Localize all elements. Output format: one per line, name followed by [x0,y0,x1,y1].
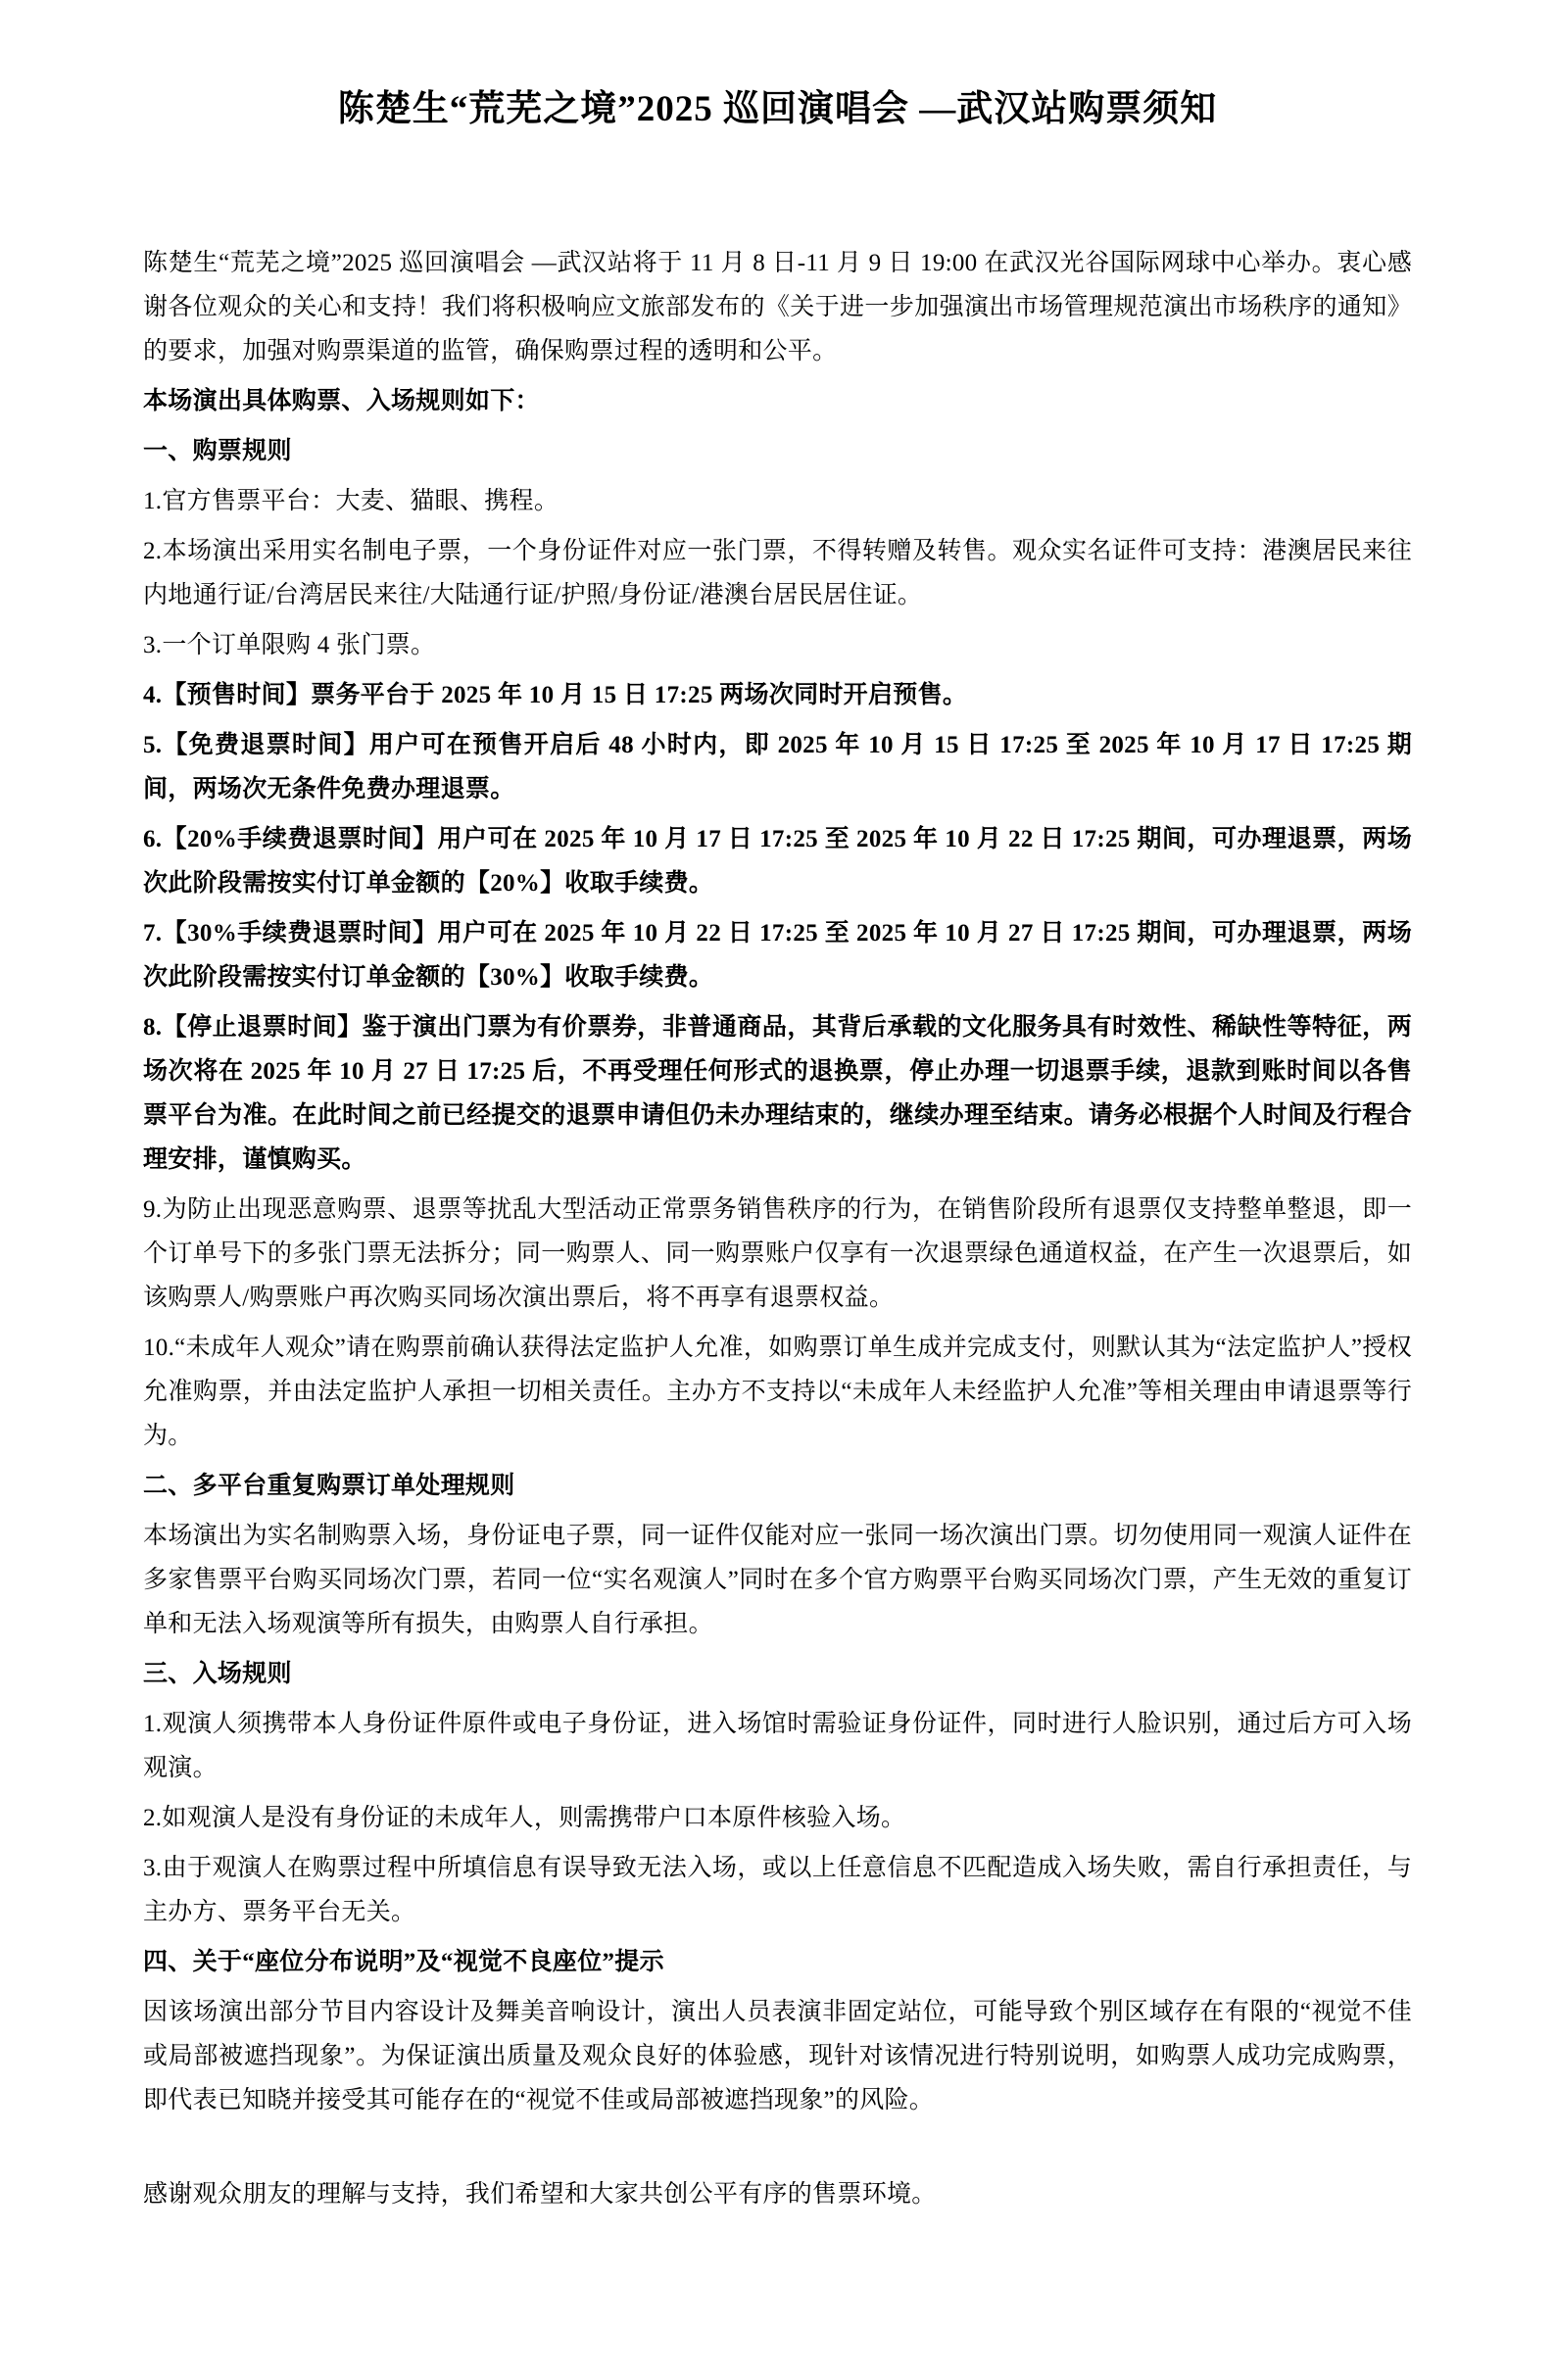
paragraph: 8.【停止退票时间】鉴于演出门票为有价票券，非普通商品，其背后承载的文化服务具有时效性、稀缺性等特征，两场次将在 2025 年 10 月 27 日 17:25 后，不再受理任何形式的退换票，停止办理一切退票手续，退款到账时间以各售票平台为准。在此时间之前已经提交的退票申请但仍未办理结束的，继续办理至结束。请务必根据个人时间及行程合理安排，谨慎购买。 [143,1014,1412,1173]
paragraph: 7.【30%手续费退票时间】用户可在 2025 年 10 月 22 日 17:25 至 2025 年 10 月 27 日 17:25 期间，可办理退票，两场次此阶段需按实付订单金额的【30%】收取手续费。 [143,920,1412,991]
document-body [143,241,1412,2216]
paragraph: 2.本场演出采用实名制电子票，一个身份证件对应一张门票，不得转赠及转售。观众实名证件可支持：港澳居民来往内地通行证/台湾居民来往/大陆通行证/护照/身份证/港澳台居民居住证。 [143,538,1412,608]
paragraph: 3.一个订单限购 4 张门票。 [143,632,436,658]
paragraph: 陈楚生“荒芜之境”2025 巡回演唱会 —武汉站将于 11 月 8 日-11 月 9 日 19:00 在武汉光谷国际网球中心举办。衷心感谢各位观众的关心和支持！我们将积极响应文旅部发布的《关于进一步加强演出市场管理规范演出市场秩序的通知》的要求，加强对购票渠道的监管，确保购票过程的透明和公平。 [143,250,1412,364]
paragraph: 3.由于观演人在购票过程中所填信息有误导致无法入场，或以上任意信息不匹配造成入场失败，需自行承担责任，与主办方、票务平台无关。 [143,1855,1412,1925]
paragraph: 本场演出具体购票、入场规则如下： [143,388,540,414]
blank-line [143,2128,1412,2172]
paragraph: 1.官方售票平台：大麦、猫眼、携程。 [143,488,559,514]
paragraph: 感谢观众朋友的理解与支持，我们希望和大家共创公平有序的售票环境。 [143,2181,937,2208]
paragraph: 1.观演人须携带本人身份证件原件或电子身份证，进入场馆时需验证身份证件，同时进行人脸识别，通过后方可入场观演。 [143,1711,1412,1781]
paragraph: 二、多平台重复购票订单处理规则 [143,1473,515,1499]
paragraph: 9.为防止出现恶意购票、退票等扰乱大型活动正常票务销售秩序的行为，在销售阶段所有退票仅支持整单整退，即一个订单号下的多张门票无法拆分；同一购票人、同一购票账户仅享有一次退票绿色通道权益，在产生一次退票后，如该购票人/购票账户再次购买同场次演出票后，将不再享有退票权益。 [143,1196,1412,1311]
paragraph: 10.“未成年人观众”请在购票前确认获得法定监护人允准，如购票订单生成并完成支付，则默认其为“法定监护人”授权允准购票，并由法定监护人承担一切相关责任。主办方不支持以“未成年人未经监护人允准”等相关理由申请退票等行为。 [143,1335,1412,1449]
paragraph: 本场演出为实名制购票入场，身份证电子票，同一证件仅能对应一张同一场次演出门票。切勿使用同一观演人证件在多家售票平台购买同场次门票，若同一位“实名观演人”同时在多个官方购票平台购买同场次门票，产生无效的重复订单和无法入场观演等所有损失，由购票人自行承担。 [143,1523,1412,1637]
paragraph: 6.【20%手续费退票时间】用户可在 2025 年 10 月 17 日 17:25 至 2025 年 10 月 22 日 17:25 期间，可办理退票，两场次此阶段需按实付订单金额的【20%】收取手续费。 [143,826,1412,897]
paragraph: 三、入场规则 [143,1661,292,1687]
paragraph: 一、购票规则 [143,438,292,464]
paragraph: 因该场演出部分节目内容设计及舞美音响设计，演出人员表演非固定站位，可能导致个别区域存在有限的“视觉不佳或局部被遮挡现象”。为保证演出质量及观众良好的体验感，现针对该情况进行特别说明，如购票人成功完成购票，即代表已知晓并接受其可能存在的“视觉不佳或局部被遮挡现象”的风险。 [143,1999,1412,2113]
paragraph: 4.【预售时间】票务平台于 2025 年 10 月 15 日 17:25 两场次同时开启预售。 [143,682,968,708]
paragraph: 5.【免费退票时间】用户可在预售开启后 48 小时内，即 2025 年 10 月 15 日 17:25 至 2025 年 10 月 17 日 17:25 期间，两场次无条件免费办理退票。 [143,732,1412,802]
paragraph: 四、关于“座位分布说明”及“视觉不良座位”提示 [143,1949,664,1975]
document-title: 陈楚生“荒芜之境”2025 巡回演唱会 —武汉站购票须知 [337,89,1218,129]
paragraph: 2.如观演人是没有身份证的未成年人，则需携带户口本原件核验入场。 [143,1805,906,1831]
